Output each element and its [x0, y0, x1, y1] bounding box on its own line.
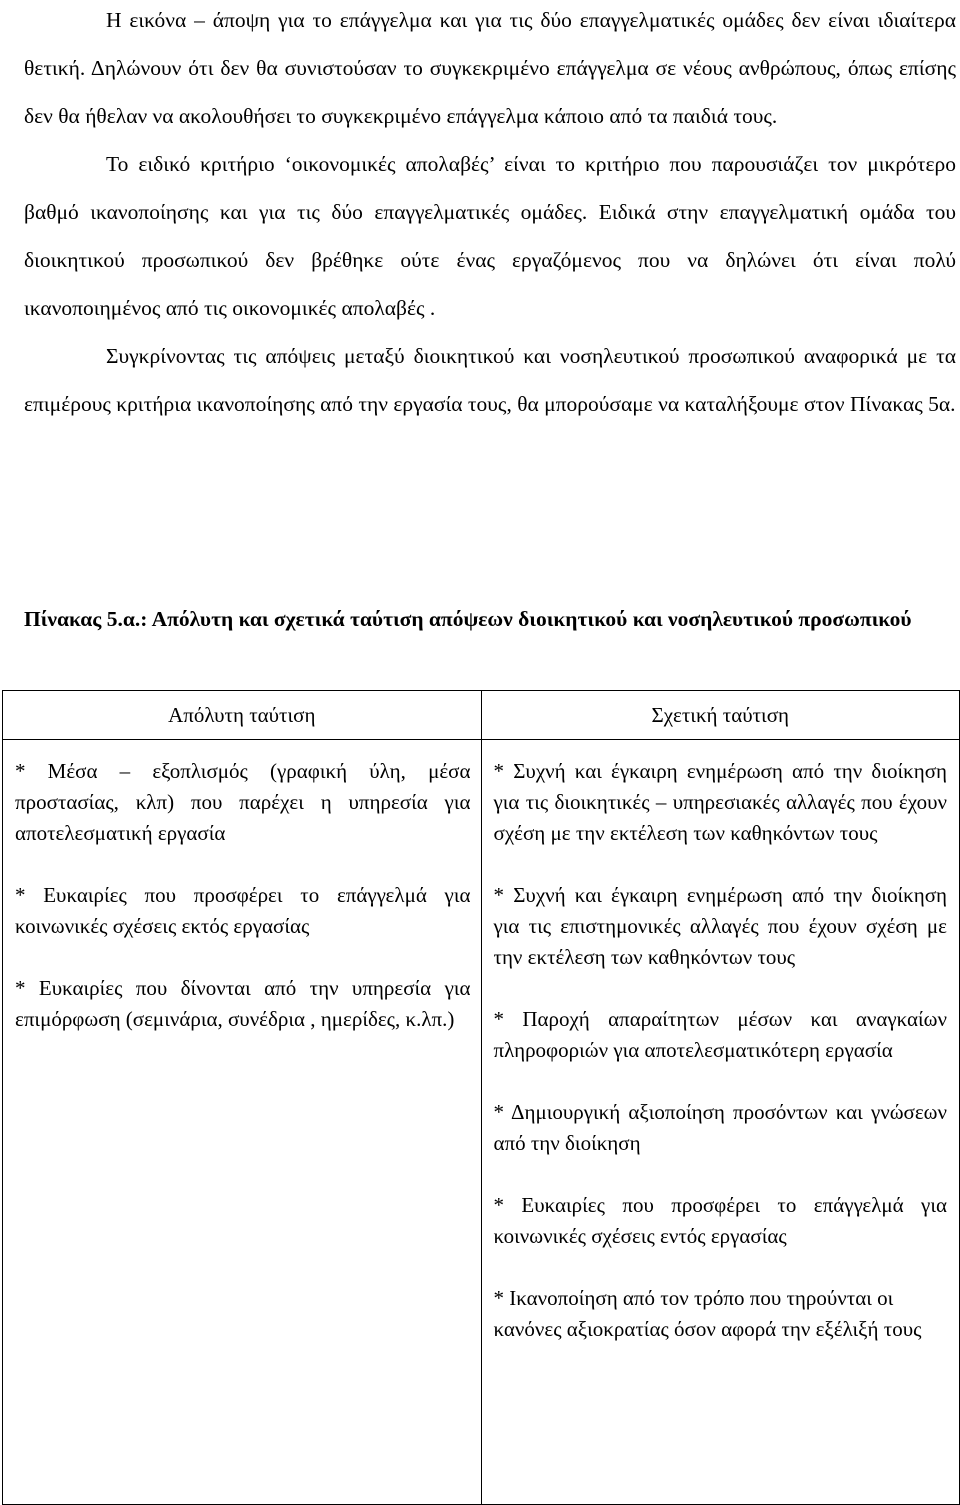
- document-page: [15, 0, 956, 1341]
- absolute-item: * Ευκαιρίες που προσφέρει το επάγγελμά για κοινωνικές σχέσεις εκτός εργασίας: [15, 883, 471, 938]
- relative-item: * Παροχή απαραίτητων μέσων και αναγκαίων πληροφοριών για αποτελεσματικότερη εργασία: [493, 1007, 947, 1062]
- table-body-row: [3, 740, 960, 1505]
- paragraph-financial-rewards: Το ειδικό κριτήριο ‘οικονομικές απολαβές’ είναι το κριτήριο που παρουσιάζει τον μικρότερο βαθμό ικανοποίησης και για τις δύο επαγγελματικές ομάδες. Ειδικά στην επαγγελματική ομάδα του διοικητικού προσωπικού δεν βρέθηκε ούτε ένας εργαζόμενος που να δηλώνει ότι είναι πολύ ικανοποιημένος από τις οικονομικές απολαβές .: [24, 152, 956, 320]
- absolute-item: * Ευκαιρίες που δίνονται από την υπηρεσία για επιμόρφωση (σεμινάρια, συνέδρια , ημερίδες, κ.λπ.): [15, 976, 471, 1031]
- header-relative-agreement: Σχετική ταύτιση: [481, 691, 960, 740]
- absolute-agreement-cell: [3, 740, 482, 1505]
- absolute-item: * Μέσα – εξοπλισμός (γραφική ύλη, μέσα προστασίας, κλπ) που παρέχει η υπηρεσία για αποτελεσματική εργασία: [15, 759, 471, 845]
- relative-item: * Συχνή και έγκαιρη ενημέρωση από την διοίκηση για τις διοικητικές – υπηρεσιακές αλλαγές που έχουν σχέση με την εκτέλεση των καθηκόντων τους: [493, 759, 947, 845]
- table-caption: Πίνακας 5.α.: Απόλυτη και σχετικά ταύτιση απόψεων διοικητικού και νοσηλευτικού προσωπικού: [24, 607, 912, 631]
- relative-agreement-cell: [481, 740, 960, 1505]
- relative-item: * Ευκαιρίες που προσφέρει το επάγγελμά για κοινωνικές σχέσεις εντός εργασίας: [493, 1193, 947, 1248]
- header-absolute-agreement: Απόλυτη ταύτιση: [3, 691, 482, 740]
- paragraph-job-image: Η εικόνα – άποψη για το επάγγελμα και για τις δύο επαγγελματικές ομάδες δεν είναι ιδιαίτερα θετική. Δηλώνουν ότι δεν θα συνιστούσαν το συγκεκριμένο επάγγελμα σε νέους ανθρώπους, όπως επίσης δεν θα ήθελαν να ακολουθήσει το συγκεκριμένο επάγγελμα κάποιο από τα παιδιά τους.: [24, 8, 956, 128]
- table-header-row: [3, 691, 960, 740]
- agreement-table: [2, 690, 960, 1505]
- relative-item: * Ικανοποίηση από τον τρόπο που τηρούνται οι κανόνες αξιοκρατίας όσον αφορά την εξέλιξή τους: [493, 1286, 922, 1341]
- paragraph-comparison: Συγκρίνοντας τις απόψεις μεταξύ διοικητικού και νοσηλευτικού προσωπικού αναφορικά με τα επιμέρους κριτήρια ικανοποίησης από την εργασία τους, θα μπορούσαμε να καταλήξουμε στον Πίνακας 5α.: [24, 344, 956, 416]
- relative-item: * Συχνή και έγκαιρη ενημέρωση από την διοίκηση για τις επιστημονικές αλλαγές που έχουν σχέση με την εκτέλεση των καθηκόντων τους: [493, 883, 947, 969]
- relative-item: * Δημιουργική αξιοποίηση προσόντων και γνώσεων από την διοίκηση: [493, 1100, 947, 1155]
